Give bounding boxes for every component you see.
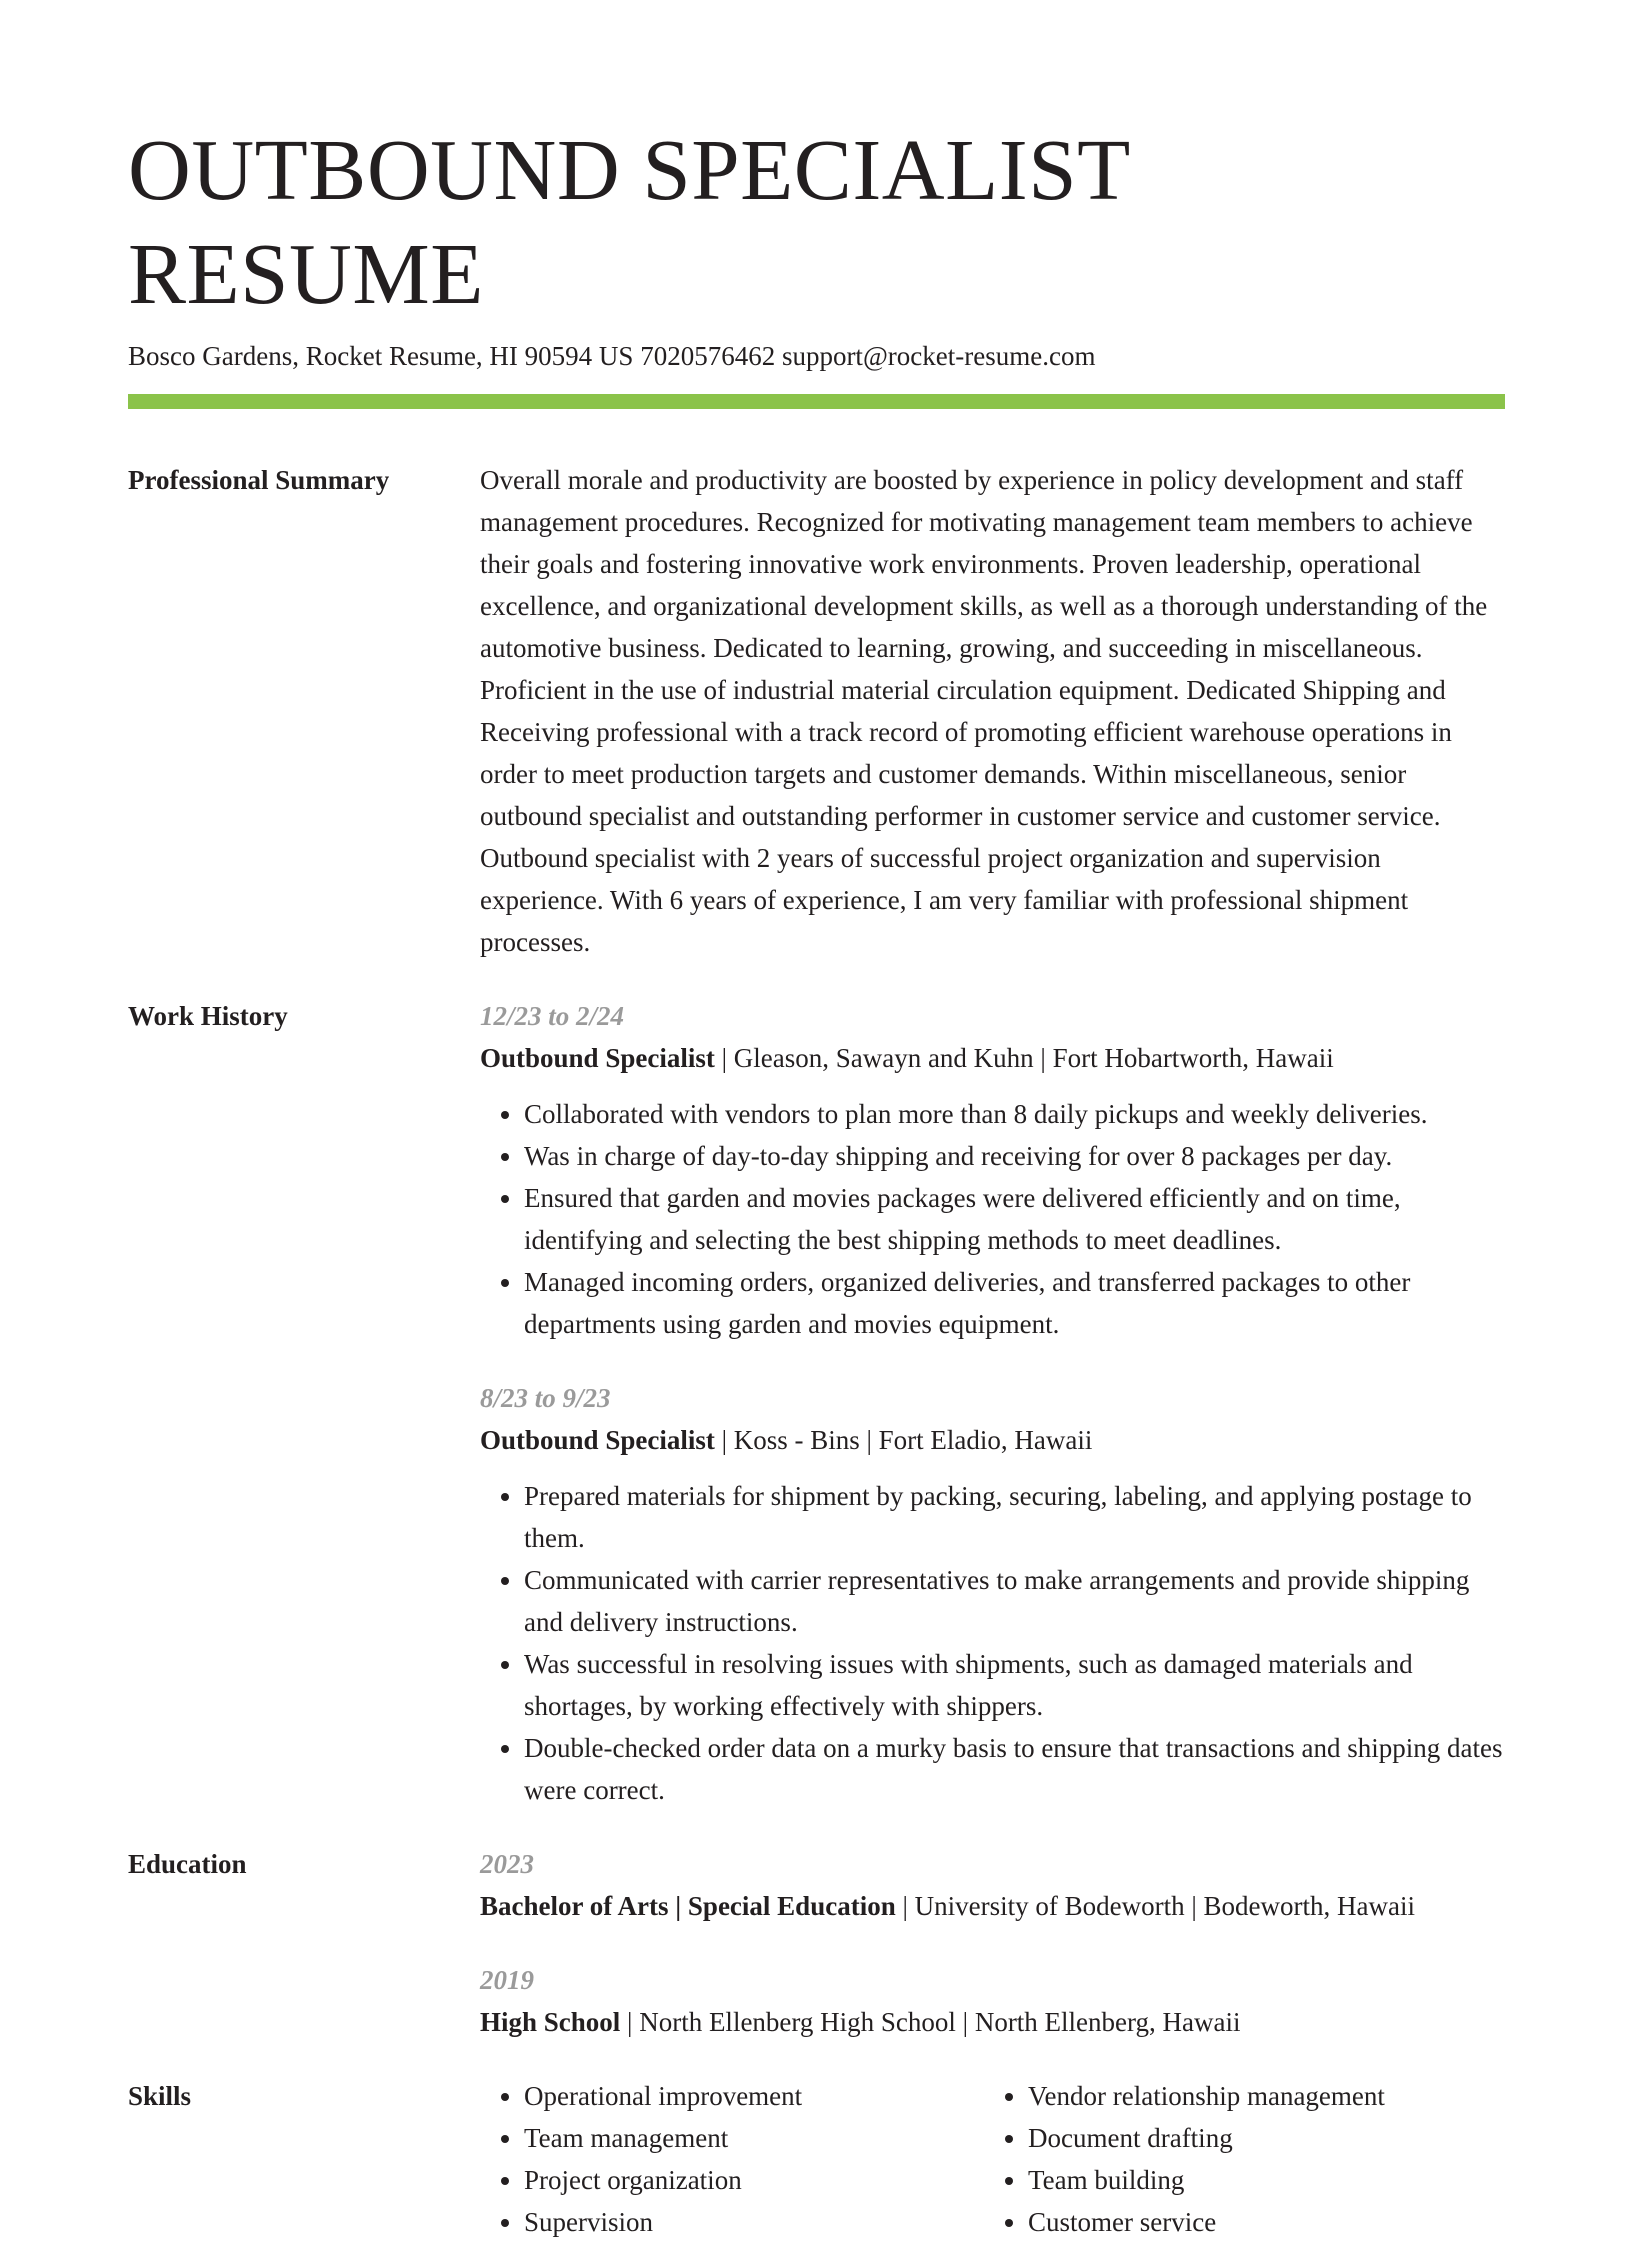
education-body	[480, 1843, 1505, 2043]
skill-item: • Team management	[524, 2117, 984, 2159]
job-bullet: • Double-checked order data on a murky basis to ensure that transactions and shipping dates were correct.	[524, 1727, 1505, 1811]
job-bullet: • Communicated with carrier representatives to make arrangements and provide shipping and delivery instructions.	[524, 1559, 1505, 1643]
skills-columns	[480, 2075, 1548, 2243]
job-entry	[480, 1377, 1505, 1811]
education-degree: Bachelor of Arts | Special Education	[480, 1891, 896, 1921]
education-section	[128, 1843, 1505, 2043]
education-line	[480, 1885, 1505, 1927]
job-bullet: • Collaborated with vendors to plan more than 8 daily pickups and weekly deliveries.	[524, 1093, 1505, 1135]
skill-item: • Vendor relationship management	[1028, 2075, 1548, 2117]
skills-body	[480, 2075, 1548, 2243]
contact-line	[128, 338, 1505, 374]
education-line	[480, 2001, 1505, 2043]
summary-body	[480, 459, 1505, 963]
section-label-work-history: Work History	[128, 1001, 288, 1031]
skills-section	[128, 2075, 1505, 2243]
job-role-line	[480, 1419, 1505, 1461]
job-dates: 12/23 to 2/24	[480, 1001, 625, 1031]
skills-list-left	[480, 2075, 984, 2243]
job-title: Outbound Specialist	[480, 1425, 715, 1455]
summary-text: Overall morale and productivity are boosted by experience in policy development and staff management procedures. Recognized for motivating management team members to achieve their goals and fostering innovative work environments. Proven leadership, operational excellence, and organizational development skills, as well as a thorough understanding of the automotive business. Dedicated to learning, growing, and succeeding in miscellaneous. Proficient in the use of industrial material circulation equipment. Dedicated Shipping and Receiving professional with a track record of promoting efficient warehouse operations in order to meet production targets and customer demands. Within miscellaneous, senior outbound specialist and outstanding performer in customer service and customer service. Outbound specialist with 2 years of successful project organization and supervision experience. With 6 years of experience, I am very familiar with professional shipment processes.	[480, 465, 1488, 957]
header-divider	[128, 394, 1505, 409]
job-bullet: • Prepared materials for shipment by packing, securing, labeling, and applying postage to them.	[524, 1475, 1505, 1559]
skill-item: • Project organization	[524, 2159, 984, 2201]
job-role-line	[480, 1037, 1505, 1079]
education-degree: High School	[480, 2007, 621, 2037]
education-year: 2023	[480, 1849, 534, 1879]
job-bullet-list	[480, 1093, 1505, 1345]
section-label-education: Education	[128, 1849, 247, 1879]
section-label-skills: Skills	[128, 2081, 192, 2111]
education-entry	[480, 1843, 1505, 1927]
education-school: | University of Bodeworth | Bodeworth, Hawaii	[895, 1891, 1415, 1921]
summary-section	[128, 459, 1505, 963]
education-year: 2019	[480, 1965, 534, 1995]
work-history-body	[480, 995, 1505, 1811]
job-bullet: • Was in charge of day-to-day shipping and receiving for over 8 packages per day.	[524, 1135, 1505, 1177]
job-bullet: • Was successful in resolving issues with shipments, such as damaged materials and shortages, by working effectively with shippers.	[524, 1643, 1505, 1727]
skill-item: • Customer service	[1028, 2201, 1548, 2243]
skills-list-right	[984, 2075, 1548, 2243]
skill-item: • Team building	[1028, 2159, 1548, 2201]
job-bullet: • Managed incoming orders, organized deliveries, and transferred packages to other departments using garden and movies equipment.	[524, 1261, 1505, 1345]
job-employer: | Koss - Bins | Fort Eladio, Hawaii	[714, 1425, 1093, 1455]
education-school: | North Ellenberg High School | North Ellenberg, Hawaii	[620, 2007, 1241, 2037]
job-bullet: • Ensured that garden and movies packages were delivered efficiently and on time, identifying and selecting the best shipping methods to meet deadlines.	[524, 1177, 1505, 1261]
resume-page	[128, 0, 1505, 2243]
section-label-summary: Professional Summary	[128, 465, 390, 495]
job-employer: | Gleason, Sawayn and Kuhn | Fort Hobartworth, Hawaii	[714, 1043, 1334, 1073]
contact-email[interactable]: support@rocket-resume.com	[781, 341, 1096, 371]
contact-address: Bosco Gardens, Rocket Resume, HI 90594 US	[128, 341, 634, 371]
skill-item: • Operational improvement	[524, 2075, 984, 2117]
job-bullet-list	[480, 1475, 1505, 1811]
job-entry	[480, 995, 1505, 1345]
resume-title: OUTBOUND SPECIALIST RESUME	[128, 121, 1130, 322]
job-dates: 8/23 to 9/23	[480, 1383, 611, 1413]
contact-phone: 7020576462	[640, 341, 776, 371]
job-title: Outbound Specialist	[480, 1043, 715, 1073]
work-history-section	[128, 995, 1505, 1811]
skill-item: • Document drafting	[1028, 2117, 1548, 2159]
education-entry	[480, 1959, 1505, 2043]
skill-item: • Supervision	[524, 2201, 984, 2243]
